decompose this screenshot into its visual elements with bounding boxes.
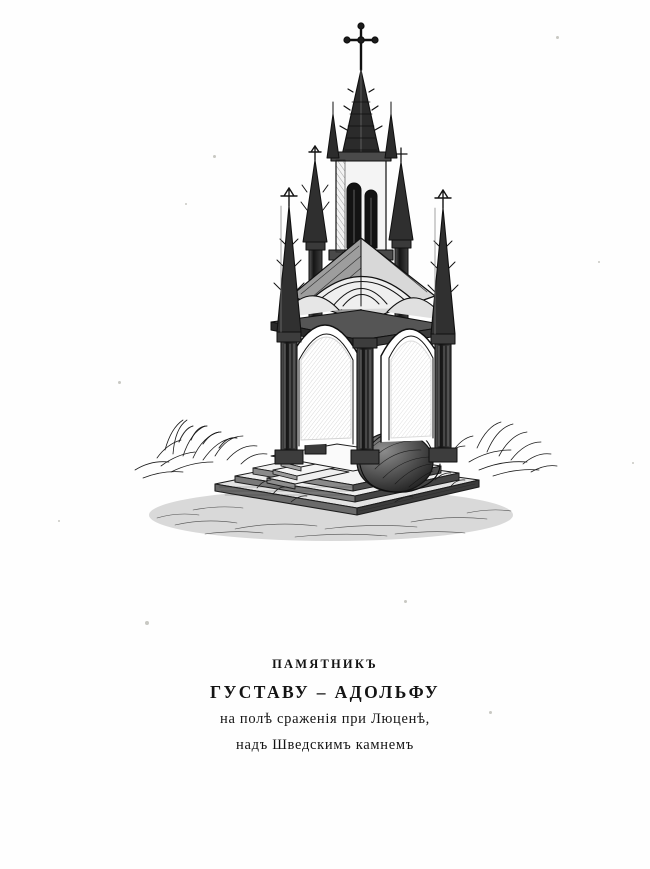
paper-speck bbox=[632, 462, 634, 464]
central-spire bbox=[327, 23, 397, 260]
caption-line-1: ПАМЯТНИКЪ bbox=[272, 657, 378, 671]
caption-block bbox=[0, 655, 650, 757]
paper-speck bbox=[58, 520, 60, 522]
caption-line-4: надъ Шведскимъ камнемъ bbox=[236, 736, 414, 753]
monument-engraving bbox=[95, 10, 565, 555]
paper-speck bbox=[598, 261, 600, 263]
shrub-right bbox=[441, 422, 557, 476]
shrub-left bbox=[135, 420, 267, 478]
finial-cross bbox=[347, 26, 375, 70]
caption-line-2: ГУСТАВУ – АДОЛЬФУ bbox=[209, 681, 441, 702]
caption-line-3: на полѣ сраженія при Люценѣ, bbox=[220, 711, 430, 727]
paper-speck bbox=[145, 621, 149, 625]
paper-speck bbox=[404, 600, 407, 603]
